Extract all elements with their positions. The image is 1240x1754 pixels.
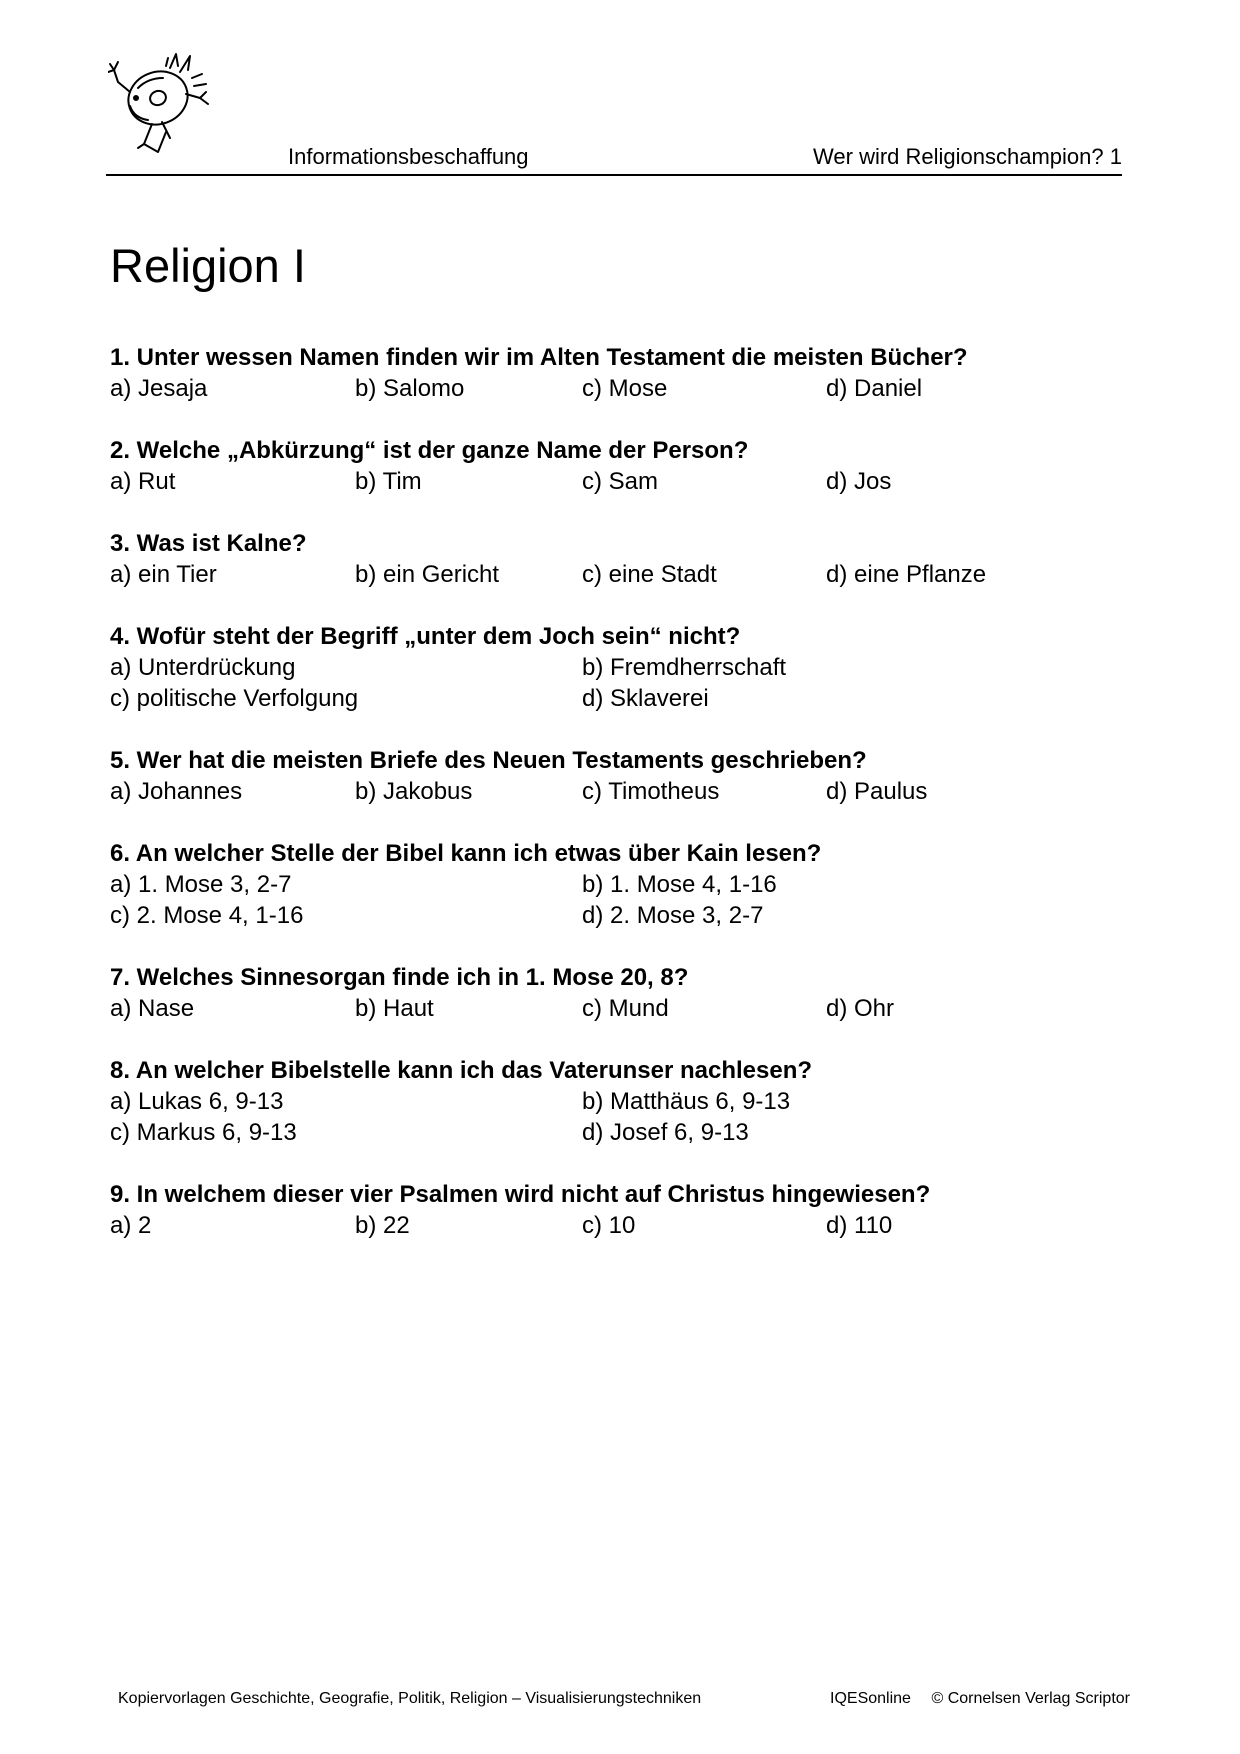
answer-option: b) Haut — [355, 995, 434, 1022]
answer-option: d) Jos — [826, 468, 892, 495]
question-text: 5. Wer hat die meisten Briefe des Neuen Testaments geschrieben? — [110, 747, 867, 774]
answer-options — [110, 776, 1130, 807]
answer-option: a) Lukas 6, 9-13 — [110, 1088, 284, 1115]
answer-option: b) ein Gericht — [355, 561, 500, 588]
question-7 — [110, 962, 1130, 1024]
question-text: 6. An welcher Stelle der Bibel kann ich etwas über Kain lesen? — [110, 840, 822, 867]
answer-option: b) Matthäus 6, 9-13 — [582, 1088, 791, 1115]
answer-option: d) Ohr — [826, 995, 895, 1022]
answer-option: b) Jakobus — [355, 778, 473, 805]
question-list — [110, 342, 1130, 1272]
answer-option: b) Fremdherrschaft — [582, 654, 787, 681]
answer-option: a) 1. Mose 3, 2-7 — [110, 871, 292, 898]
answer-options — [110, 466, 1130, 497]
question-text: 9. In welchem dieser vier Psalmen wird nicht auf Christus hingewiesen? — [110, 1181, 931, 1208]
answer-option: c) 2. Mose 4, 1-16 — [110, 902, 304, 929]
answer-option: d) Daniel — [826, 375, 923, 402]
answer-options — [110, 652, 1130, 714]
question-8 — [110, 1055, 1130, 1148]
answer-option: a) 2 — [110, 1212, 152, 1239]
question-text: 3. Was ist Kalne? — [110, 530, 307, 557]
question-text: 1. Unter wessen Namen finden wir im Alten Testament die meisten Bücher? — [110, 344, 968, 371]
header-worksheet-title: Wer wird Religionschampion? 1 — [813, 144, 1122, 169]
answer-option: d) 2. Mose 3, 2-7 — [582, 902, 764, 929]
question-1 — [110, 342, 1130, 404]
page-title: Religion I — [110, 239, 306, 292]
cartoon-cd-character-icon — [108, 48, 218, 160]
question-6 — [110, 838, 1130, 931]
answer-option: a) Nase — [110, 995, 195, 1022]
answer-option: d) Paulus — [826, 778, 928, 805]
answer-option: c) Timotheus — [582, 778, 720, 805]
answer-options — [110, 1086, 1130, 1148]
header-divider — [106, 174, 1122, 176]
question-3 — [110, 528, 1130, 590]
question-9 — [110, 1179, 1130, 1241]
footer-platform: IQESonline — [830, 1690, 911, 1707]
answer-option: b) Tim — [355, 468, 422, 495]
answer-option: a) Jesaja — [110, 375, 208, 402]
answer-option: a) Johannes — [110, 778, 243, 805]
answer-options — [110, 373, 1130, 404]
question-2 — [110, 435, 1130, 497]
answer-option: d) Sklaverei — [582, 685, 709, 712]
answer-options — [110, 993, 1130, 1024]
answer-option: a) Unterdrückung — [110, 654, 296, 681]
answer-option: a) ein Tier — [110, 561, 217, 588]
answer-option: b) 22 — [355, 1212, 410, 1239]
answer-option: c) Markus 6, 9-13 — [110, 1119, 297, 1146]
answer-option: c) politische Verfolgung — [110, 685, 359, 712]
answer-option: b) 1. Mose 4, 1-16 — [582, 871, 777, 898]
answer-option: b) Salomo — [355, 375, 465, 402]
question-text: 8. An welcher Bibelstelle kann ich das Vaterunser nachlesen? — [110, 1057, 813, 1084]
question-text: 2. Welche „Abkürzung“ ist der ganze Name der Person? — [110, 437, 749, 464]
answer-option: c) Mose — [582, 375, 668, 402]
question-text: 7. Welches Sinnesorgan finde ich in 1. Mose 20, 8? — [110, 964, 689, 991]
answer-option: c) 10 — [582, 1212, 636, 1239]
answer-option: a) Rut — [110, 468, 176, 495]
answer-option: d) eine Pflanze — [826, 561, 987, 588]
footer-series-title: Kopiervorlagen Geschichte, Geografie, Politik, Religion – Visualisierungstechniken — [118, 1690, 702, 1707]
answer-options — [110, 559, 1130, 590]
question-text: 4. Wofür steht der Begriff „unter dem Joch sein“ nicht? — [110, 623, 741, 650]
answer-options — [110, 869, 1130, 931]
answer-option: c) eine Stadt — [582, 561, 717, 588]
answer-option: c) Mund — [582, 995, 669, 1022]
header-section-title: Informationsbeschaffung — [288, 144, 529, 169]
answer-option: c) Sam — [582, 468, 659, 495]
answer-options — [110, 1210, 1130, 1241]
answer-option: d) Josef 6, 9-13 — [582, 1119, 749, 1146]
question-5 — [110, 745, 1130, 807]
footer-copyright: © Cornelsen Verlag Scriptor — [931, 1690, 1130, 1707]
answer-option: d) 110 — [826, 1212, 893, 1239]
question-4 — [110, 621, 1130, 714]
